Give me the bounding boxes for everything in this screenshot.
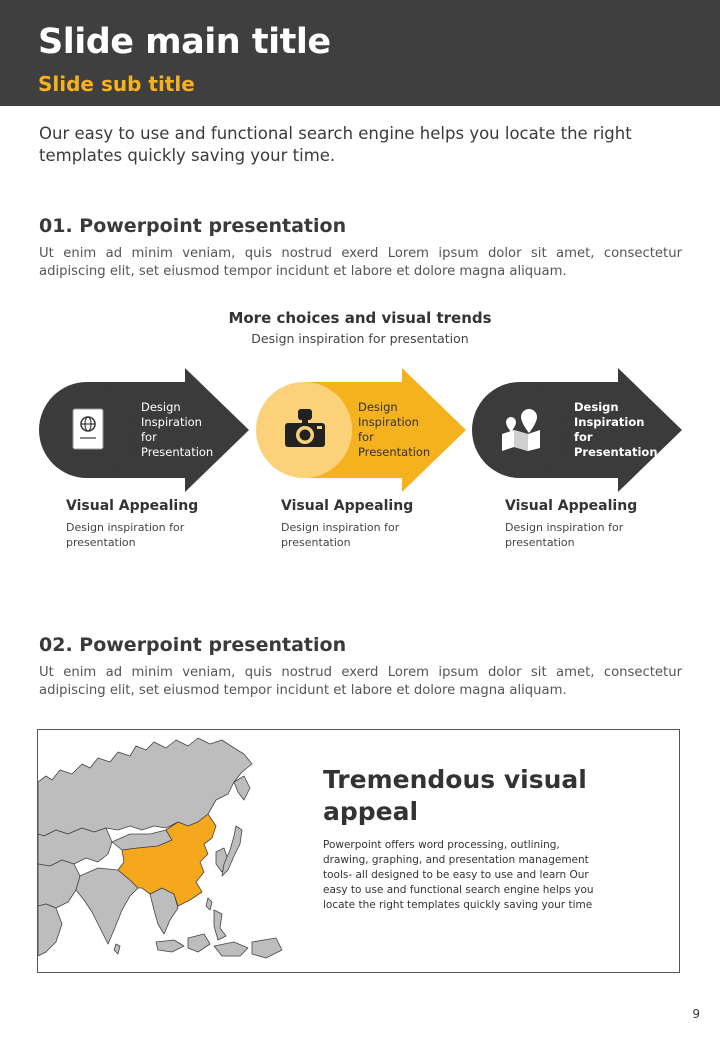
step-1 bbox=[39, 368, 249, 492]
step-1-caption-title: Visual Appealing bbox=[66, 498, 199, 514]
step-2-label: Design Inspiration for Presentation bbox=[358, 400, 431, 459]
section-1-heading: 01. Powerpoint presentation bbox=[39, 215, 347, 237]
section-1-body: Ut enim ad minim veniam, quis nostrud exerd Lorem ipsum dolor sit amet, consectetur adipiscing elit, set eiusmod tempor incidunt et labore et dolore magna aliquam. bbox=[39, 246, 682, 279]
choices-title: More choices and visual trends bbox=[228, 309, 492, 327]
slide-sub-title: Slide sub title bbox=[38, 72, 195, 96]
step-3-caption-desc: Design inspiration for presentation bbox=[505, 521, 624, 549]
step-3-label: Design Inspiration for Presentation bbox=[574, 400, 658, 459]
step-1-caption-desc: Design inspiration for presentation bbox=[66, 521, 185, 549]
passport-icon bbox=[65, 406, 111, 452]
asia-map bbox=[38, 730, 283, 973]
step-2-caption-desc: Design inspiration for presentation bbox=[281, 521, 400, 549]
step-2 bbox=[256, 368, 466, 492]
slide-header bbox=[0, 0, 720, 106]
map-panel-heading: Tremendous visual appeal bbox=[323, 765, 587, 826]
intro-text: Our easy to use and functional search engine helps you locate the right templates quickly saving your time. bbox=[39, 124, 632, 165]
step-3-caption bbox=[505, 498, 675, 550]
map-pin-icon bbox=[498, 406, 544, 452]
camera-icon bbox=[282, 406, 328, 452]
step-1-caption bbox=[66, 498, 236, 550]
map-panel-body: Powerpoint offers word processing, outlining, drawing, graphing, and presentation management tools- all designed to be easy to use and learn Our easy to use and functional search engine helps you locate the right templates quickly saving your time bbox=[323, 839, 594, 911]
step-3 bbox=[472, 368, 682, 492]
map-panel bbox=[37, 729, 680, 973]
step-2-caption bbox=[281, 498, 451, 550]
step-2-caption-title: Visual Appealing bbox=[281, 498, 414, 514]
section-2-body: Ut enim ad minim veniam, quis nostrud exerd Lorem ipsum dolor sit amet, consectetur adipiscing elit, set eiusmod tempor incidunt et labore et dolore magna aliquam. bbox=[39, 665, 682, 698]
page-number: 9 bbox=[692, 1007, 700, 1021]
section-2-heading: 02. Powerpoint presentation bbox=[39, 634, 347, 656]
step-3-caption-title: Visual Appealing bbox=[505, 498, 638, 514]
step-1-label: Design Inspiration for Presentation bbox=[141, 400, 214, 459]
slide-main-title: Slide main title bbox=[38, 22, 331, 62]
choices-subtitle: Design inspiration for presentation bbox=[251, 331, 469, 346]
